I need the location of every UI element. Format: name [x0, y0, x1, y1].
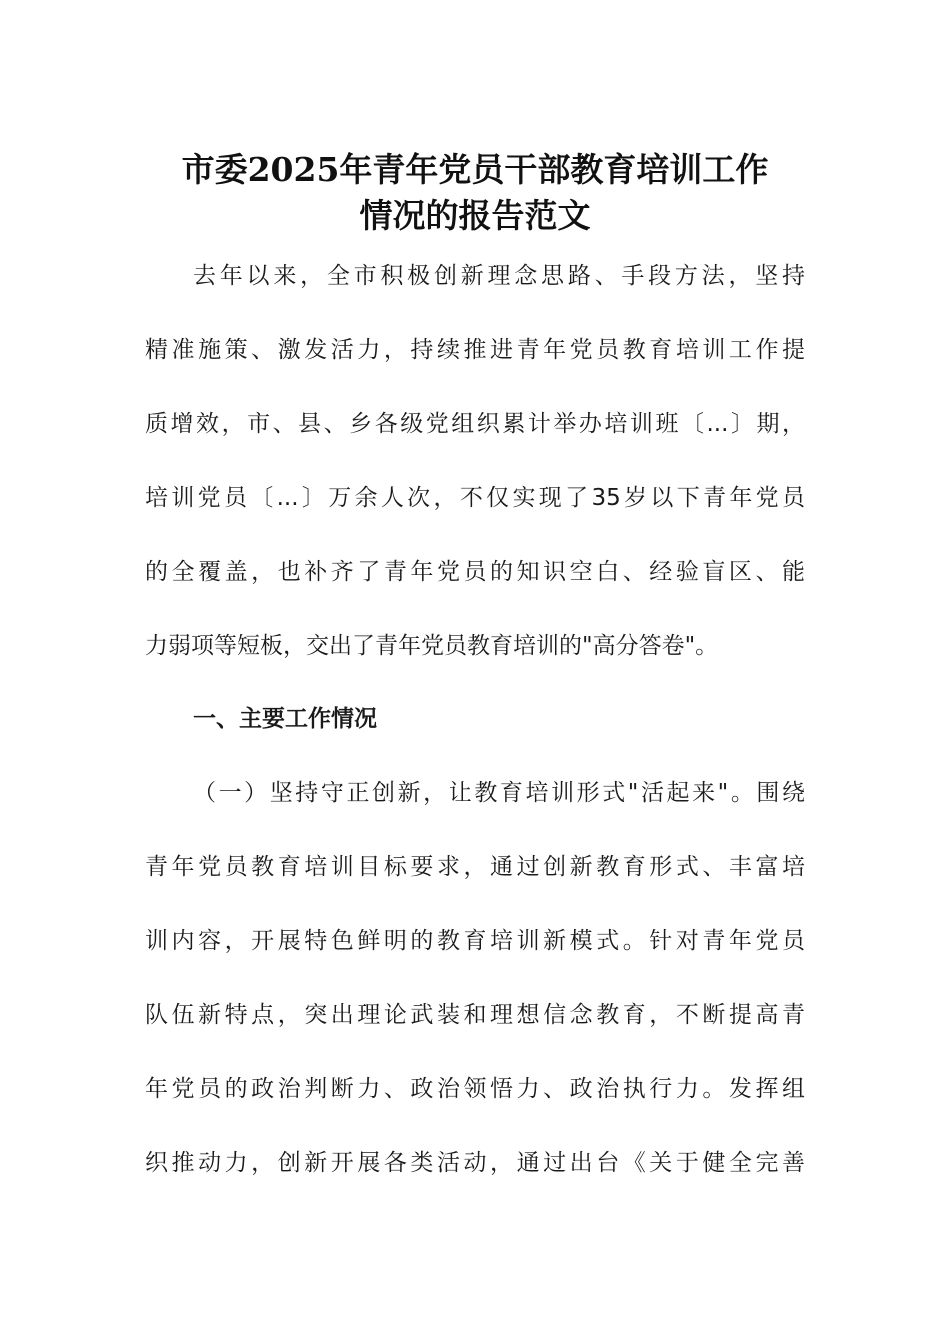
section-line-3: 训内容，开展特色鲜明的教育培训新模式。针对青年党员 [145, 928, 805, 954]
intro-line-5: 的全覆盖，也补齐了青年党员的知识空白、经验盲区、能 [145, 559, 805, 585]
intro-line-3: 质增效，市、县、乡各级党组织累计举办培训班〔...〕期， [145, 411, 805, 437]
section-line-2: 青年党员教育培训目标要求，通过创新教育形式、丰富培 [145, 854, 805, 880]
intro-line-1: 去年以来，全市积极创新理念思路、手段方法，坚持 [193, 263, 805, 289]
section-heading: 一、主要工作情况 [193, 706, 377, 732]
section-line-5: 年党员的政治判断力、政治领悟力、政治执行力。发挥组 [145, 1076, 805, 1102]
section-line-4: 队伍新特点，突出理论武装和理想信念教育，不断提高青 [145, 1002, 805, 1028]
section-line-6: 织推动力，创新开展各类活动，通过出台《关于健全完善 [145, 1150, 805, 1176]
intro-line-4: 培训党员〔...〕万余人次，不仅实现了35岁以下青年党员 [145, 485, 805, 511]
document-title-line-1: 市委2025年青年党员干部教育培训工作 [181, 150, 769, 189]
intro-line-6: 力弱项等短板，交出了青年党员教育培训的"高分答卷"。 [145, 633, 719, 659]
document-title-line-2: 情况的报告范文 [359, 196, 591, 235]
intro-line-2: 精准施策、激发活力，持续推进青年党员教育培训工作提 [145, 337, 805, 363]
section-line-1: （一）坚持守正创新，让教育培训形式"活起来"。围绕 [193, 780, 805, 806]
